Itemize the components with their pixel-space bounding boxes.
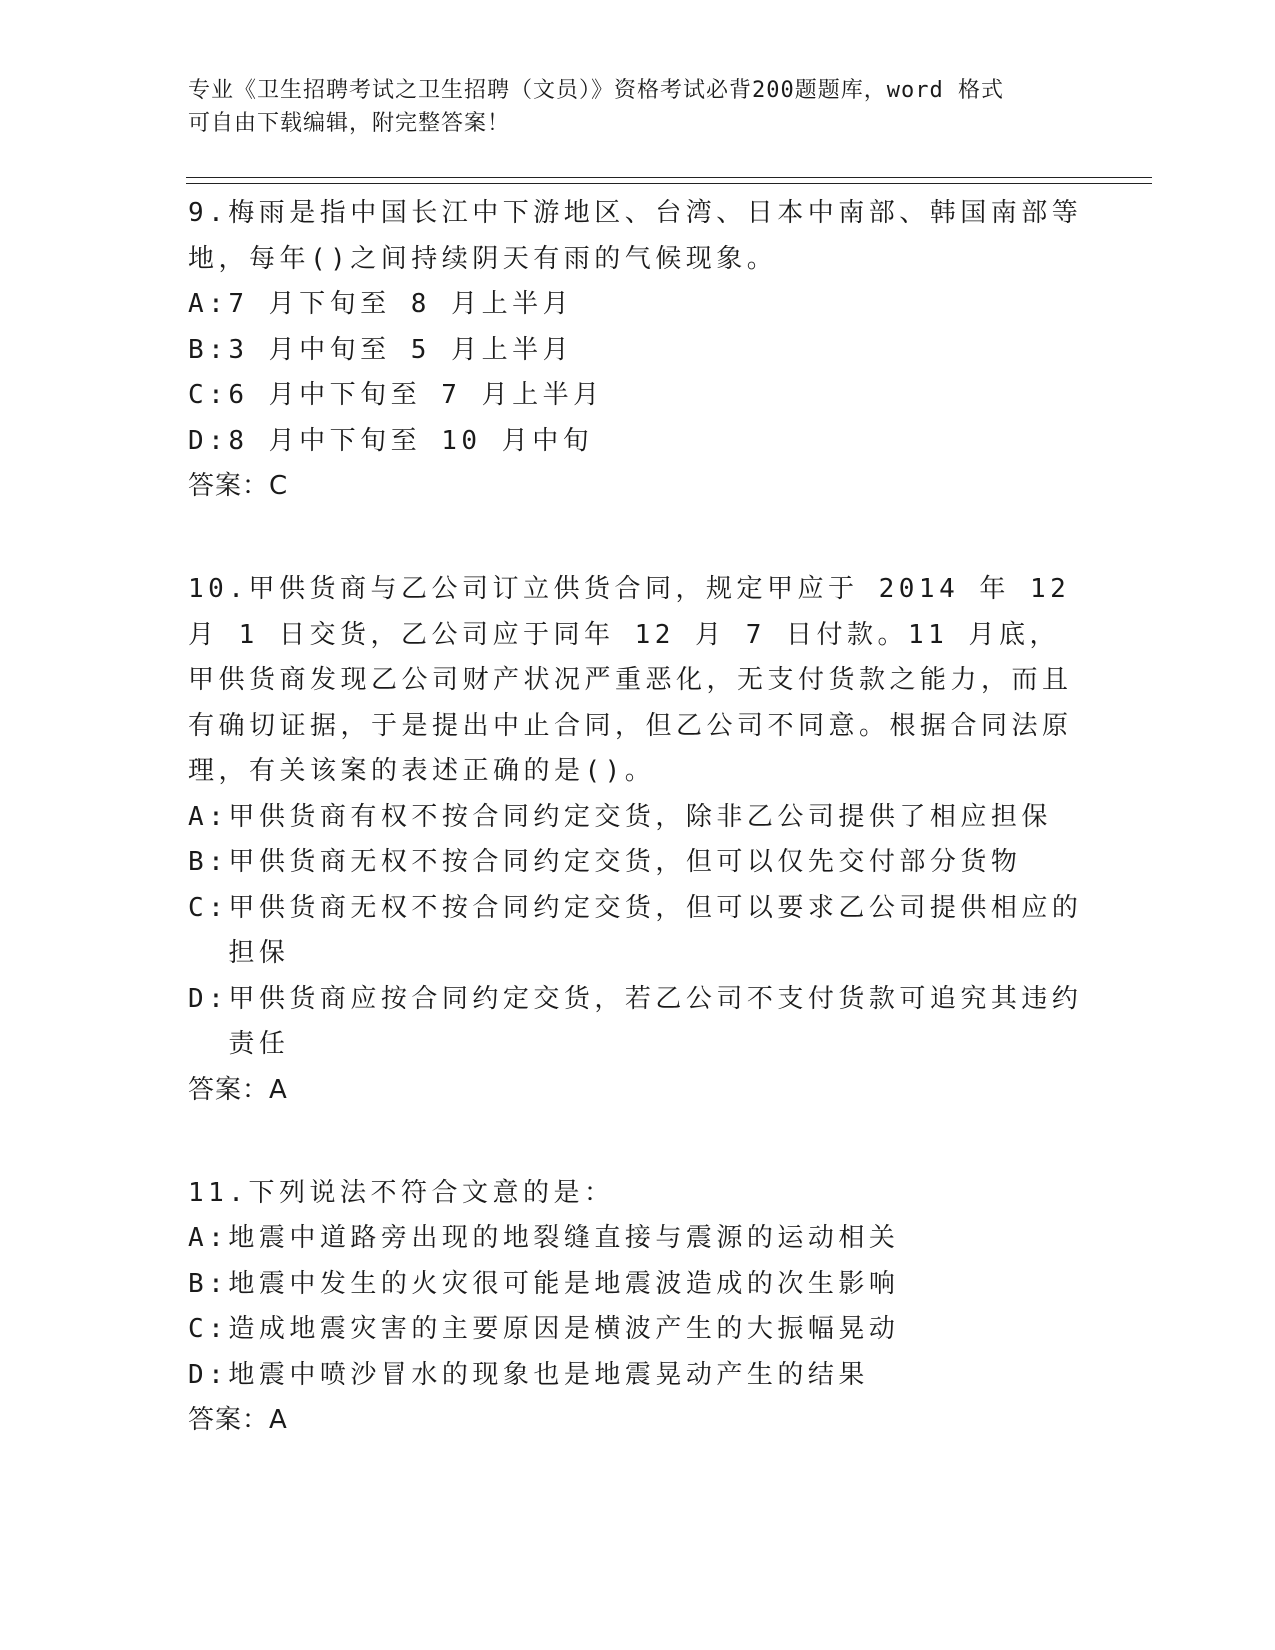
option-text: 7 月下旬至 8 月上半月 (228, 289, 574, 319)
option-letter: C: (188, 892, 229, 923)
option-d (188, 977, 1088, 1068)
option-text: 甲供货商无权不按合同约定交货，但可以仅先交付部分货物 (228, 847, 1022, 877)
option-a (188, 795, 1088, 841)
option-c (188, 1307, 1088, 1353)
option-letter: B: (188, 334, 229, 365)
question-9 (188, 191, 1088, 509)
option-letter: C: (188, 380, 229, 410)
document-header (188, 74, 1068, 140)
option-text: 地震中喷沙冒水的现象也是地震晃动产生的结果 (228, 1359, 869, 1390)
option-letter: A: (188, 289, 229, 319)
answer-label: 答案：C (188, 471, 289, 501)
option-letter: B: (188, 1268, 229, 1299)
header-divider-bottom (186, 183, 1152, 184)
option-text: 地震中道路旁出现的地裂缝直接与震源的运动相关 (228, 1223, 900, 1253)
option-text: 6 月中下旬至 7 月上半月 (228, 380, 604, 410)
option-text: 地震中发生的火灾很可能是地震波造成的次生影响 (228, 1268, 900, 1299)
option-b (188, 1262, 1088, 1308)
option-b (188, 840, 1088, 886)
option-text: 甲供货商有权不按合同约定交货，除非乙公司提供了相应担保 (228, 801, 1052, 832)
question-10 (188, 567, 1088, 1113)
question-stem: 10.甲供货商与乙公司订立供货合同，规定甲应于 2014 年 12 月 1 日交货，乙公司应于同年 12 月 7 日付款。11 月底，甲供货商发现乙公司财产状况严重恶化，无支付货款之能力，而且有确切证据，于是提出中止合同，但乙公司不同意。根据合同法原理，有关该案的表述正确的是()。 (188, 574, 1073, 786)
option-text: 甲供货商无权不按合同约定交货，但可以要求乙公司提供相应的担保 (228, 892, 1083, 968)
header-line-2: 可自由下载编辑，附完整答案！ (188, 111, 511, 136)
question-list (188, 191, 1088, 1501)
option-letter: A: (188, 1223, 229, 1253)
question-stem: 9.梅雨是指中国长江中下游地区、台湾、日本中南部、韩国南部等地，每年()之间持续阴天有雨的气候现象。 (188, 198, 1083, 274)
answer-label: 答案：A (188, 1405, 288, 1435)
option-text: 造成地震灾害的主要原因是横波产生的大振幅晃动 (228, 1314, 900, 1344)
option-letter: D: (188, 1359, 229, 1390)
option-d (188, 1353, 1088, 1399)
option-text: 甲供货商应按合同约定交货，若乙公司不支付货款可追究其违约责任 (228, 983, 1083, 1059)
option-letter: D: (188, 425, 229, 456)
header-line-1: 专业《卫生招聘考试之卫生招聘（文员）》资格考试必背200题题库，word 格式 (188, 78, 1004, 103)
option-letter: C: (188, 1314, 229, 1344)
option-c (188, 886, 1088, 977)
option-c (188, 373, 1088, 419)
header-divider-top (186, 177, 1152, 178)
question-stem: 11.下列说法不符合文意的是： (188, 1177, 615, 1208)
option-b (188, 328, 1088, 374)
option-d (188, 419, 1088, 465)
option-letter: D: (188, 983, 229, 1014)
option-a (188, 282, 1088, 328)
option-text: 3 月中旬至 5 月上半月 (228, 334, 574, 365)
option-text: 8 月中下旬至 10 月中旬 (228, 425, 594, 456)
option-a (188, 1216, 1088, 1262)
answer-label: 答案：A (188, 1074, 288, 1105)
question-11 (188, 1171, 1088, 1444)
option-letter: B: (188, 847, 229, 877)
option-letter: A: (188, 801, 229, 832)
